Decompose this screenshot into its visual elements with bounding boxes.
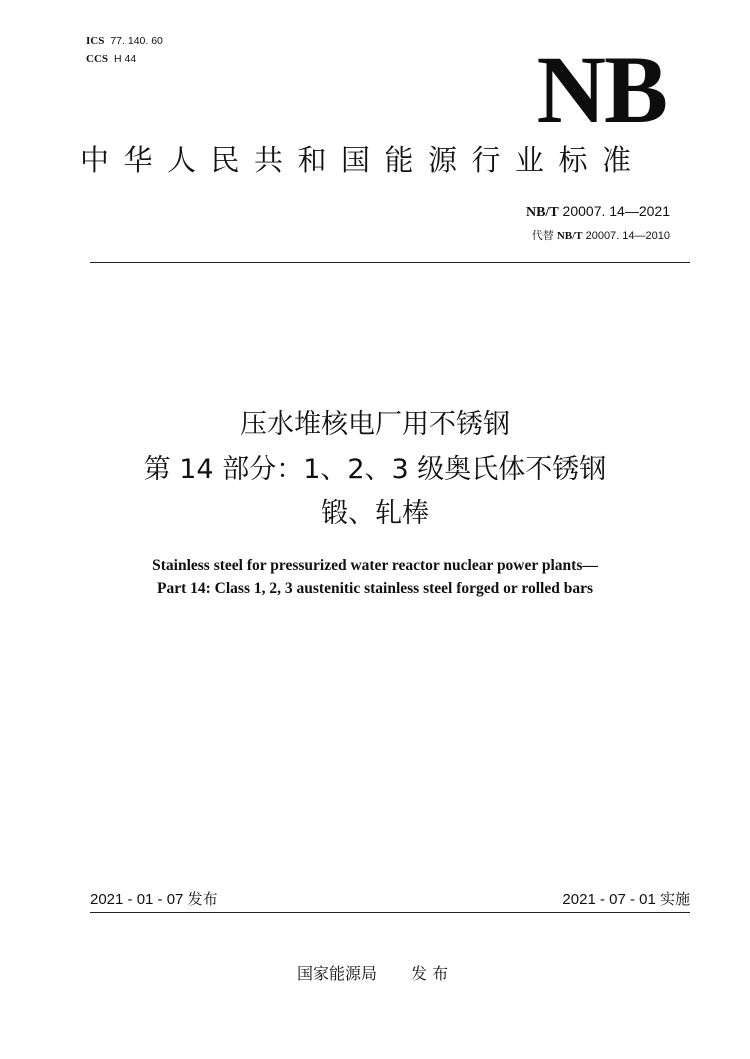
organization-title: 中华人民共和国能源行业标准 (80, 143, 646, 177)
issuer-action: 发 布 (411, 964, 449, 983)
title-en-line1: Stainless steel for pressurized water reactor nuclear power plants— (152, 557, 598, 574)
nb-logo: NB (536, 36, 666, 143)
header-divider (90, 262, 690, 263)
title-cn-line3: 锻、轧棒 (321, 498, 429, 529)
title-cn-line2: 第 14 部分：1、2、3 级奥氏体不锈钢 (143, 454, 607, 485)
issuer (297, 962, 448, 986)
footer-divider (90, 912, 690, 913)
title-en-line2: Part 14: Class 1, 2, 3 austenitic stainless steel forged or rolled bars (157, 580, 593, 597)
issue-date: 2021 - 01 - 07 发布 (90, 891, 218, 908)
ics-code: ICS 77. 140. 60 (86, 35, 163, 47)
ccs-code: CCS H 44 (86, 53, 137, 65)
effective-date: 2021 - 07 - 01 实施 (562, 891, 690, 908)
issuer-name: 国家能源局 (297, 964, 378, 983)
title-cn-line1: 压水堆核电厂用不锈钢 (240, 409, 510, 440)
standard-number: NB/T 20007. 14—2021 (525, 203, 670, 220)
classification-block (86, 32, 163, 68)
replaces-standard: 代替 NB/T 20007. 14—2010 (531, 230, 670, 242)
